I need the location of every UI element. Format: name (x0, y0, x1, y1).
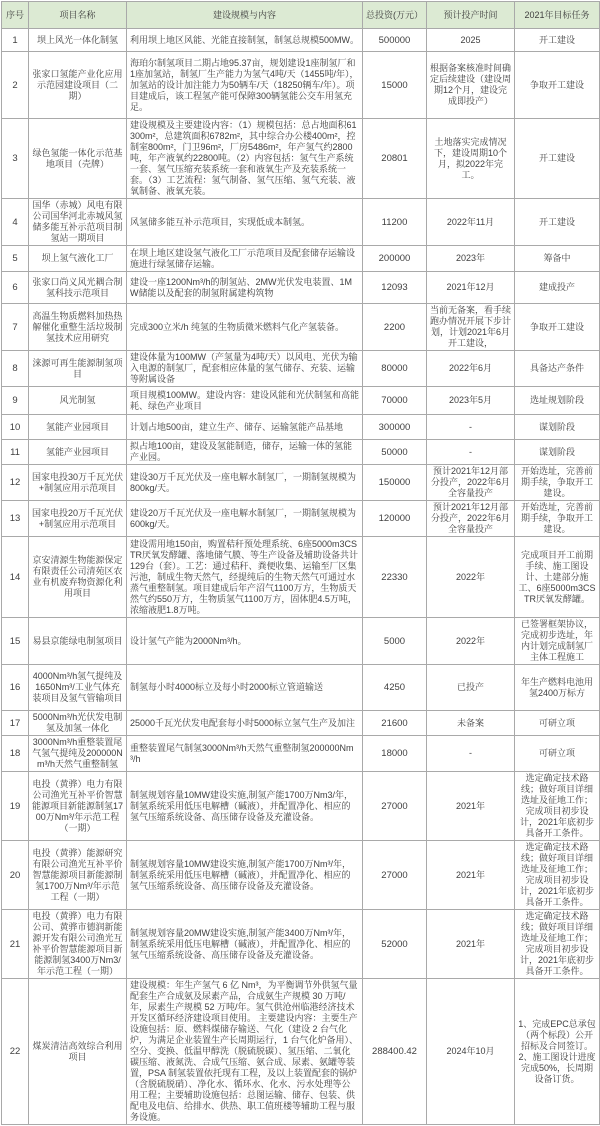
table-row (2, 440, 600, 465)
table-row (2, 387, 600, 415)
table-row (2, 415, 600, 440)
cell-time: 当前无备案，看手续跑办情况开展下步计划，计划2021年6月开工建设， (427, 304, 515, 351)
cell-investment: 2200 (363, 304, 427, 351)
cell-name: 张家口尚义风光耦合制氢科技示范项目 (29, 272, 127, 304)
cell-no: 13 (2, 501, 29, 537)
cell-name: 3000Nm³/h重整装置尾气氢气提纯及200000Nm³/h天然气重整制氢 (29, 736, 127, 772)
cell-time: 2025 (427, 29, 515, 52)
cell-no: 3 (2, 119, 29, 199)
cell-investment: 300000 (363, 415, 427, 440)
cell-time: 已投产 (427, 665, 515, 711)
cell-time: 2021年 (427, 772, 515, 841)
cell-time: 根据备案核准时间确定后续建设（建设周期12个月，建设完成即投产） (427, 52, 515, 119)
cell-task: 1、完成EPC总承包（两个标段）公开招标及合同签订。 2、施工图设计进度完成50%，长周期设备订货。 (515, 979, 600, 1125)
cell-investment: 20801 (363, 119, 427, 199)
cell-content: 建设一座1200Nm³/h的制氢站、2MW光伏发电装置、1MW储能以及配套的制氢附属建构筑物 (127, 272, 363, 304)
cell-time: 2024年10月 (427, 979, 515, 1125)
cell-name: 涞源可再生能源制氢项目 (29, 351, 127, 387)
cell-content: 建设规模：年生产氢气 6 亿 Nm³，为平衡调节外供氢气量配套生产合成氨及尿素产品，合成氨生产规模 30 万吨/年，尿素生产规模 52 万吨/年。氢气供沧州临港经济技术开发区循环经济建设项目使用。 主要建设内容：主要生产设施包括：原、燃料煤储存输送、气化（建设 2 台气化炉，为满足企业装置生产长周期运行，1 台气化炉备用）、空分、变换、低温甲醇洗（脱硫脱碳）、氢压缩、二氧化碳压缩、液氮洗、合成气压缩、氨合成、尿素、氨罐等装置，PSA 制氢装置依托现有工程，及以上装置配套的锅炉（含脱硫脱硝）、净化水、循环水、化水、污水处理等公用工程；主要辅助设施包括：总图运输、储存、包装、供配电及电信、给排水、供热、职工值班楼等辅助工程与服务设施。 (127, 979, 363, 1125)
cell-name: 绿色氢能一体化示范基地项目（壳牌） (29, 119, 127, 199)
cell-name: 电投（黄骅）电力有限公司、黄骅市德润新能源开发有限公司渔光互补平价智慧能源项目新能源制氢3400万Nm3/年示范工程（一期） (29, 910, 127, 979)
cell-investment: 12093 (363, 272, 427, 304)
cell-name: 易县京能绿电制氢项目 (29, 618, 127, 665)
cell-task: 开始选址，完善前期手续，争取开工建设。 (515, 465, 600, 501)
cell-no: 10 (2, 415, 29, 440)
cell-no: 9 (2, 387, 29, 415)
table-row (2, 841, 600, 910)
column-header-investment: 总投资(万元） (363, 2, 427, 29)
cell-time: 2022年 (427, 537, 515, 618)
cell-investment: 50000 (363, 440, 427, 465)
cell-investment: 500000 (363, 29, 427, 52)
cell-name: 氢能产业园项目 (29, 440, 127, 465)
cell-content: 建设体量为100MW（产氢量为4吨/天）以风电、光伏为输入电源的制氢厂，配套相应体量的氢气储存、充装、运输等附属设备 (127, 351, 363, 387)
cell-time: - (427, 440, 515, 465)
cell-no: 2 (2, 52, 29, 119)
cell-investment: 150000 (363, 465, 427, 501)
cell-name: 风光制氢 (29, 387, 127, 415)
cell-name: 京安清源生物能源保定有限责任公司清苑区农业有机废弃物资源化利用项目 (29, 537, 127, 618)
cell-investment: 288400.42 (363, 979, 427, 1125)
cell-investment: 200000 (363, 246, 427, 272)
cell-content: 建设20万千瓦光伏及一座电解水制氢厂，一期制氢规模为600kg/天。 (127, 501, 363, 537)
cell-content: 利用坝上地区风能、光能直接制氢，制氢总规模500MW。 (127, 29, 363, 52)
cell-no: 7 (2, 304, 29, 351)
cell-task: 已签署框架协议，完成初步选址，年内计划完成制氢厂主体工程施工 (515, 618, 600, 665)
cell-investment: 21600 (363, 711, 427, 736)
cell-content: 计划占地500亩，建立生产、储存、运输氢能产品基地 (127, 415, 363, 440)
cell-time: 2023年 (427, 246, 515, 272)
cell-investment: 52000 (363, 910, 427, 979)
cell-content: 25000千瓦光伏发电配套每小时5000标立氢气生产及加注 (127, 711, 363, 736)
table-row (2, 465, 600, 501)
cell-no: 21 (2, 910, 29, 979)
cell-task: 开始选址，完善前期手续，争取开工建设。 (515, 501, 600, 537)
column-header-content: 建设规模与内容 (127, 2, 363, 29)
cell-content: 风氢储多能互补示范项目，实现低成本制氢。 (127, 199, 363, 246)
cell-name: 国华（赤城）风电有限公司国华河北赤城风氢储多能互补示范项目制氢站一期项目 (29, 199, 127, 246)
cell-no: 20 (2, 841, 29, 910)
cell-no: 19 (2, 772, 29, 841)
table-row (2, 351, 600, 387)
cell-no: 16 (2, 665, 29, 711)
cell-no: 12 (2, 465, 29, 501)
cell-no: 4 (2, 199, 29, 246)
cell-investment: 27000 (363, 772, 427, 841)
cell-task: 可研立项 (515, 736, 600, 772)
table-row (2, 501, 600, 537)
cell-task: 筹备中 (515, 246, 600, 272)
table-row (2, 119, 600, 199)
cell-content: 制氢规划容量10MW建设实施,制氢产能1700万Nm³/年，制氢系统采用低压电解槽（碱液），并配置净化、相应的氢气压缩系统设备、高压储存设备及充灌设备。 (127, 841, 363, 910)
cell-task: 开工建设 (515, 119, 600, 199)
cell-name: 国家电投20万千瓦光伏+制氢应用示范项目 (29, 501, 127, 537)
cell-task: 选定确定技术路线；做好项目详细选址及征地工作；完成项目初步设计，2021年底初步具备开工条件。 (515, 772, 600, 841)
cell-time: 2022年 (427, 618, 515, 665)
cell-task: 选定确定技术路线；做好项目详细选址及征地工作；完成项目初步设计，2021年底初步具备开工条件。 (515, 910, 600, 979)
cell-investment: 27000 (363, 841, 427, 910)
cell-investment: 22330 (363, 537, 427, 618)
table-row (2, 618, 600, 665)
column-header-task: 2021年目标任务 (515, 2, 600, 29)
cell-task: 谋划阶段 (515, 440, 600, 465)
cell-task: 选定确定技术路线；做好项目详细选址及征地工作；完成项目初步设计，2021年底初步具备开工条件。 (515, 841, 600, 910)
cell-content: 建设需用地150亩，购置秸秆预处理系统、6座5000m3CSTR厌氧发酵罐、落地储气膜、等生产设备及辅助设备共计129台（套）。工艺：通过秸秆、粪便收集、运输至厂区集污池，制成生物天然气，经提纯后的生物天然气可通过水蒸气重整制氢。项目建成后年产沼气1100万方，生物质天然气约550万方，生物质氢气1100万方，固体肥4.5万吨，浓缩液肥1.8万吨。 (127, 537, 363, 618)
cell-no: 5 (2, 246, 29, 272)
cell-content: 在坝上地区建设氢气液化工厂示范项目及配套储存运输设施进行绿氢储存运输。 (127, 246, 363, 272)
cell-name: 4000Nm³/h氢气提纯及1650Nm³/工业气体充装项目及氢气管输项目 (29, 665, 127, 711)
table-body (2, 29, 600, 1125)
cell-time: 预计2021年12月部分投产，2022年6月全容量投产 (427, 501, 515, 537)
cell-time: 预计2021年12月部分投产，2022年6月全容量投产 (427, 465, 515, 501)
cell-no: 18 (2, 736, 29, 772)
cell-time: - (427, 415, 515, 440)
cell-content: 完成300立米/h 纯氢的生物质微米燃料气化产氢装备。 (127, 304, 363, 351)
cell-investment: 18000 (363, 736, 427, 772)
cell-task: 争取开工建设 (515, 52, 600, 119)
table-row (2, 979, 600, 1125)
cell-content: 制氢规划容量20MW建设实施,制氢产能3400万Nm³/年，制氢系统采用低压电解槽（碱液），并配置净化、相应的氢气压缩系统设备、高压储存设备及充灌设备。 (127, 910, 363, 979)
cell-no: 22 (2, 979, 29, 1125)
cell-no: 15 (2, 618, 29, 665)
cell-task: 建成投产 (515, 272, 600, 304)
cell-time: 2021年 (427, 841, 515, 910)
cell-name: 坝上氢气液化工厂 (29, 246, 127, 272)
cell-time: - (427, 736, 515, 772)
cell-content: 重整装置尾气制氢3000Nm³/h天然气重整制氢200000Nm³/h (127, 736, 363, 772)
table-row (2, 246, 600, 272)
cell-task: 选址规划阶段 (515, 387, 600, 415)
cell-time: 2023年5月 (427, 387, 515, 415)
cell-name: 电投（黄骅）电力有限公司渔光互补平价智慧能源项目新能源制氢1700万Nm³/年示范工程（一期） (29, 772, 127, 841)
cell-time: 2021年12月 (427, 272, 515, 304)
table-row (2, 272, 600, 304)
table-row (2, 52, 600, 119)
cell-no: 11 (2, 440, 29, 465)
cell-time: 2022年6月 (427, 351, 515, 387)
cell-investment: 4250 (363, 665, 427, 711)
table-row (2, 772, 600, 841)
cell-no: 6 (2, 272, 29, 304)
table-row (2, 199, 600, 246)
cell-content: 制氢每小时4000标立及每小时2000标立管道输送 (127, 665, 363, 711)
cell-task: 开工建设 (515, 199, 600, 246)
table-row (2, 711, 600, 736)
cell-no: 14 (2, 537, 29, 618)
cell-task: 可研立项 (515, 711, 600, 736)
cell-content: 海珀尔制氢项目二期占地95.37亩，规划建设1座制氢厂和1座加氢站，制氢厂生产能力为氢气4吨/天（1455吨/年），加氢站的设计加注能力为50辆车/天（18250辆车/年）。项目建成后，该工程氢产能可保障300辆氢能公交车用氢充足。 (127, 52, 363, 119)
cell-content: 制氢规划容量10MW建设实施,制氢产能1700万Nm3/年，制氢系统采用低压电解槽（碱液），并配置净化、相应的氢气压缩系统设备、高压储存设备及充灌设备。 (127, 772, 363, 841)
table-row (2, 736, 600, 772)
cell-task: 争取开工建设 (515, 304, 600, 351)
cell-task: 具备达产条件 (515, 351, 600, 387)
table-header (2, 2, 600, 29)
cell-name: 5000Nm³/h光伏发电制氢及加氢一体化 (29, 711, 127, 736)
cell-task: 年生产燃料电池用氢2400万标方 (515, 665, 600, 711)
cell-content: 建设规模及主要建设内容：（1）规模包括：总占地面积61300m²，总建筑面积6782m²，其中综合办公楼400m²，控制室800m²，门卫96m²，厂房5486m²，年产氢气约2800吨，年产液氧约22800吨。（2）内容包括：氢气生产系统一套、氢气压缩充装系统一套和液氧生产及充装系统一套。（3）工艺流程：氢气制备、氢气压缩、氢气充装、液氧制备、液氧充装。 (127, 119, 363, 199)
cell-content: 建设30万千瓦光伏及一座电解水制氢厂，一期制氢规模为800kg/天。 (127, 465, 363, 501)
cell-investment: 5000 (363, 618, 427, 665)
projects-table (1, 1, 600, 1125)
table-row (2, 537, 600, 618)
table-row (2, 304, 600, 351)
cell-time: 土地落实完成情况下，建设周期10个月，拟2022年完工。 (427, 119, 515, 199)
cell-investment: 80000 (363, 351, 427, 387)
table-row (2, 29, 600, 52)
cell-no: 17 (2, 711, 29, 736)
cell-investment: 11200 (363, 199, 427, 246)
cell-content: 拟占地100亩，建设及氢能制造，储存，运输一体的氢能产业园。 (127, 440, 363, 465)
cell-task: 完成项目开工前期手续、施工图设计、土建部分施工、6座5000m3CSTR厌氧发酵罐。 (515, 537, 600, 618)
cell-investment: 120000 (363, 501, 427, 537)
cell-name: 国家电投30万千瓦光伏+制氢应用示范项目 (29, 465, 127, 501)
header-row (2, 2, 600, 29)
cell-task: 开工建设 (515, 29, 600, 52)
cell-no: 8 (2, 351, 29, 387)
cell-time: 未备案 (427, 711, 515, 736)
cell-name: 煤炭清洁高效综合利用项目 (29, 979, 127, 1125)
cell-investment: 70000 (363, 387, 427, 415)
table-row (2, 910, 600, 979)
cell-task: 谋划阶段 (515, 415, 600, 440)
column-header-no: 序号 (2, 2, 29, 29)
cell-name: 氢能产业园项目 (29, 415, 127, 440)
cell-name: 坝上风光一体化制氢 (29, 29, 127, 52)
cell-time: 2021年 (427, 910, 515, 979)
cell-name: 高温生物质燃料加热热解催化重整生活垃圾制氢技术应用研究 (29, 304, 127, 351)
column-header-name: 项目名称 (29, 2, 127, 29)
column-header-time: 预计投产时间 (427, 2, 515, 29)
cell-no: 1 (2, 29, 29, 52)
cell-name: 张家口氢能产业化应用示范园建设项目（二期） (29, 52, 127, 119)
cell-content: 项目规模100MW。建设内容：建设风能和光伏制氢和高能耗、绿色产业项目 (127, 387, 363, 415)
table-row (2, 665, 600, 711)
cell-time: 2022年11月 (427, 199, 515, 246)
cell-content: 设计氢气产能为2000Nm³/h。 (127, 618, 363, 665)
cell-investment: 15000 (363, 52, 427, 119)
cell-name: 电投（黄骅）能源研究有限公司渔光互补平价智慧能源项目新能源制氢1700万Nm³/年示范工程（一期） (29, 841, 127, 910)
